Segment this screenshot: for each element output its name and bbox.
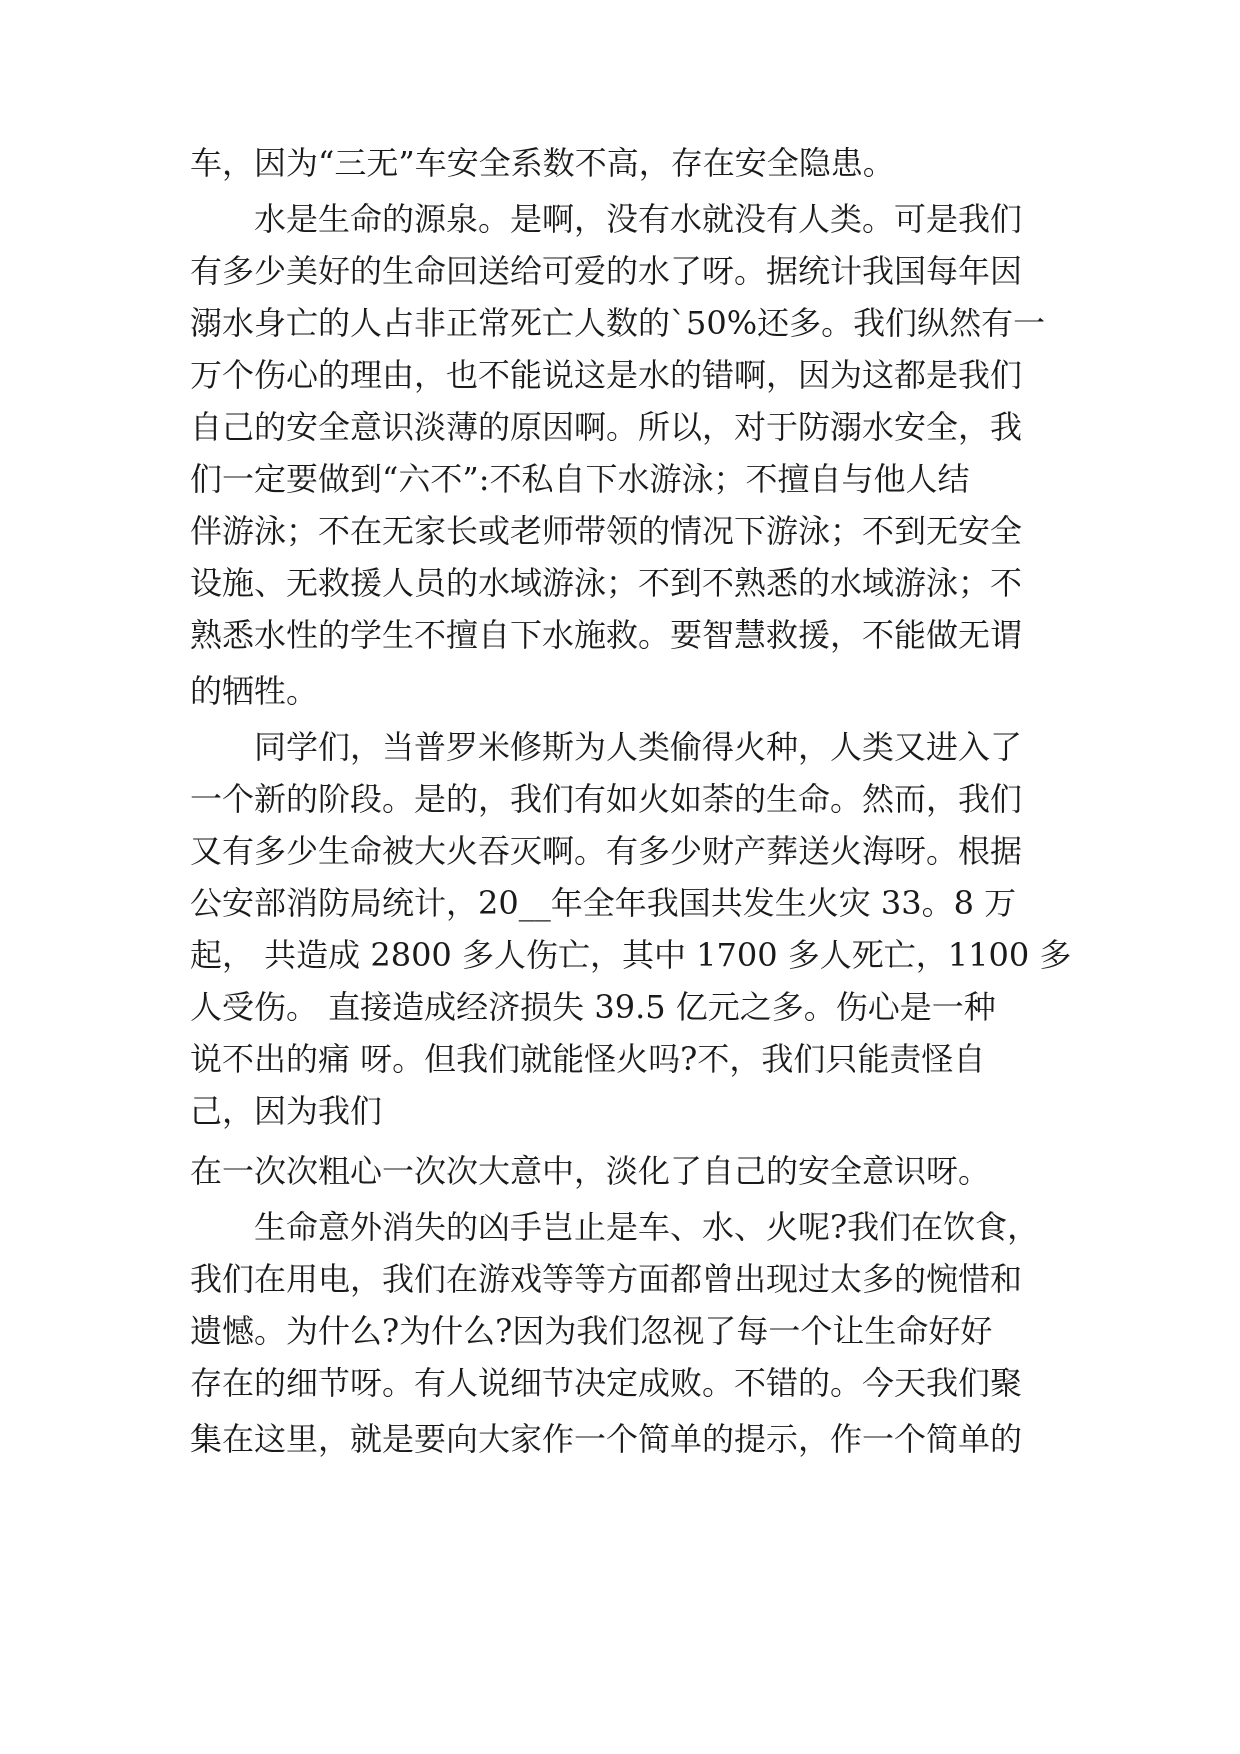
text-line: 起， 共造成 2800 多人伤亡，其中 1700 多人死亡，1100 多 [190,936,1072,974]
text-line: 万个伤心的理由，也不能说这是水的错啊，因为这都是我们 [190,356,1023,394]
text-line: 我们在用电，我们在游戏等等方面都曾出现过太多的惋惜和 [190,1260,1023,1298]
text-line: 车，因为“三无”车安全系数不高，存在安全隐患。 [190,144,895,182]
text-line: 生命意外消失的凶手岂止是车、水、火呢?我们在饮食， [254,1208,1040,1246]
text-line: 水是生命的源泉。是啊，没有水就没有人类。可是我们 [254,200,1023,238]
text-line: 集在这里，就是要向大家作一个简单的提示，作一个简单的 [190,1420,1023,1458]
text-line: 们一定要做到“六不”:不私自下水游泳；不擅自与他人结 [190,460,970,498]
text-line: 存在的细节呀。有人说细节决定成败。不错的。今天我们聚 [190,1364,1023,1402]
text-line: 同学们，当普罗米修斯为人类偷得火种，人类又进入了 [254,728,1023,766]
text-line: 公安部消防局统计，20__年全年我国共发生火灾 33。8 万 [190,884,1017,922]
text-line: 遗憾。为什么?为什么?因为我们忽视了每一个让生命好好 [190,1312,993,1350]
text-line: 的牺牲。 [190,672,319,710]
text-line: 一个新的阶段。是的，我们有如火如荼的生命。然而，我们 [190,780,1023,818]
text-line: 人受伤。 直接造成经济损失 39.5 亿元之多。伤心是一种 [190,988,996,1026]
text-line: 熟悉水性的学生不擅自下水施救。要智慧救援，不能做无谓 [190,616,1023,654]
text-line: 伴游泳；不在无家长或老师带领的情况下游泳；不到无安全 [190,512,1023,550]
text-line: 有多少美好的生命回送给可爱的水了呀。据统计我国每年因 [190,252,1023,290]
text-line: 溺水身亡的人占非正常死亡人数的`50%还多。我们纵然有一 [190,304,1046,342]
text-line: 己，因为我们 [190,1092,383,1130]
text-line: 设施、无救援人员的水域游泳；不到不熟悉的水域游泳；不 [190,564,1023,602]
text-line: 在一次次粗心一次次大意中，淡化了自己的安全意识呀。 [190,1152,991,1190]
text-line: 自己的安全意识淡薄的原因啊。所以，对于防溺水安全，我 [190,408,1023,446]
text-line: 说不出的痛 呀。但我们就能怪火吗?不，我们只能责怪自 [190,1040,986,1078]
text-line: 又有多少生命被大火吞灭啊。有多少财产葬送火海呀。根据 [190,832,1023,870]
